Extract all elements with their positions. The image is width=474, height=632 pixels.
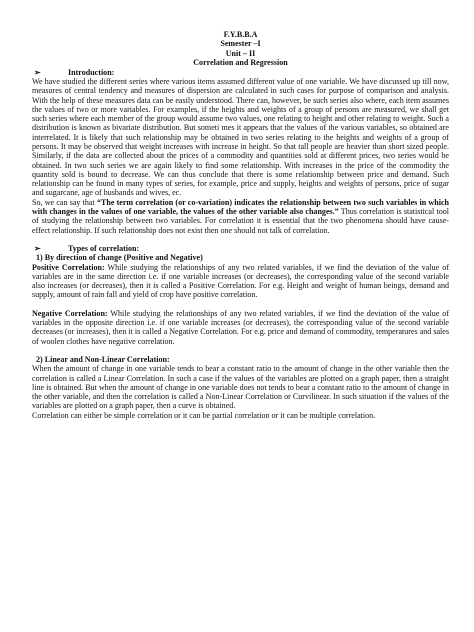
definition-lead: So, we can say that xyxy=(32,197,97,207)
intro-heading: Introduction: xyxy=(68,67,115,77)
positive-label: Positive Correlation: xyxy=(32,262,105,272)
definition-paragraph xyxy=(32,198,449,235)
semester-title: Semester –I xyxy=(220,39,261,49)
types-heading-row xyxy=(32,244,449,253)
positive-paragraph xyxy=(32,263,449,300)
definition-quote: “The term correlation (or co-variation) indicates the relationship between two such variables in which with changes in the values of one variable, the values of the other variable also changes.” xyxy=(32,197,449,217)
closing-paragraph: Correlation can either be simple correlation or it can be partial correlation or it can be multiple correlation. xyxy=(32,410,376,420)
definition-tail: Thus correlation is statistical tool of studying the relationship between two variables. For correlation it is essential that the two phenomena should have cause-effect relationship. If such relationship does not exist then one should not talk of correlation. xyxy=(32,207,449,235)
negative-paragraph xyxy=(32,309,449,346)
course-title: F.Y.B.B.A xyxy=(223,30,258,39)
arrow-bullet-icon: ➢ xyxy=(34,67,41,77)
chapter-title: Correlation and Regression xyxy=(193,58,288,68)
direction-heading: 1) By direction of change (Positive and Negative) xyxy=(36,253,203,263)
negative-label: Negative Correlation: xyxy=(32,308,108,318)
intro-heading-row xyxy=(32,68,449,77)
positive-text: While studying the relationships of any two related variables, if we find the deviation of the value of variables are in the same direction i.e. if one variable increases (or decreases), the corresponding value of the second variable also increases (or decreases), then it is called a Positive Correlation. For e.g. Height and weight of human beings, demand and supply, amount of rain fall and yield of crop have positive correlation. xyxy=(32,262,449,300)
intro-paragraph: We have studied the different series where various items assumed different value of one variable. We have discussed up till now, measures of central tendency and measures of dispersion are calculated in such cases for purpose of comparison and analysis. With the help of these measures data can be easily understood. There can, however, be such series also where, each item assumes the values of two or more variables. For examples, if the heights and weights of a group of persons are measured, we shall get such series where each member of the group would assume two values, one relating to height and other relating to weight. Such a distribution is known as bivariate distribution. But someti mes it appears that the values of the various variables, so obtained are interrelated. It is likely that such relationship may be obtained in two series relating to the heights and weights of a group of persons. It may be observed that weight increases with increase in height. So that tall people are heavier than short sized people. Similarly, if the data are collected about the prices of a commodity and quantities sold at different prices, two series would be obtained. In two such series we are again likely to find some relationship. With increases in the price of the commodity the quantity sold is bound to decrease. We can thus conclude that there is some relationship between price and demand. Such relationship can be found in many types of series, for example, price and supply, heights and weights of persons, price of sugar and sugarcane, age of husbands and wives, ec. xyxy=(32,76,449,198)
linear-paragraph: When the amount of change in one variable tends to bear a constant ratio to the amount of change in the other variable then the correlation is called a Linear Correlation. In such a case if the values of the variables are plotted on a graph paper, then a straight line is obtained. But when the amount of change in one variable does not tends to bear a constant ratio to the amount of change in the other variable, and then the correlation is called a Non-Linear Correlation or Curvilinear. In such situation if the values of the variables are plotted on a graph paper, then a curve is obtained. xyxy=(32,364,449,411)
document-page xyxy=(32,30,449,420)
arrow-bullet-icon: ➢ xyxy=(34,243,41,253)
linear-heading: 2) Linear and Non-Linear Correlation: xyxy=(36,354,170,364)
negative-text: While studying the relationships of any two related variables, if we find the deviation of the value of variables in the opposite direction i.e. if one variable increases (or decreases), the corresponding value of the second variable decreases (or increases), then it is called a Negative Correlation. For e.g. price and demand of commodity, temperatures and sales of woolen clothes have negative correlation. xyxy=(32,308,450,346)
unit-title: Unit – II xyxy=(225,48,256,58)
types-heading: Types of correlation: xyxy=(68,243,140,253)
